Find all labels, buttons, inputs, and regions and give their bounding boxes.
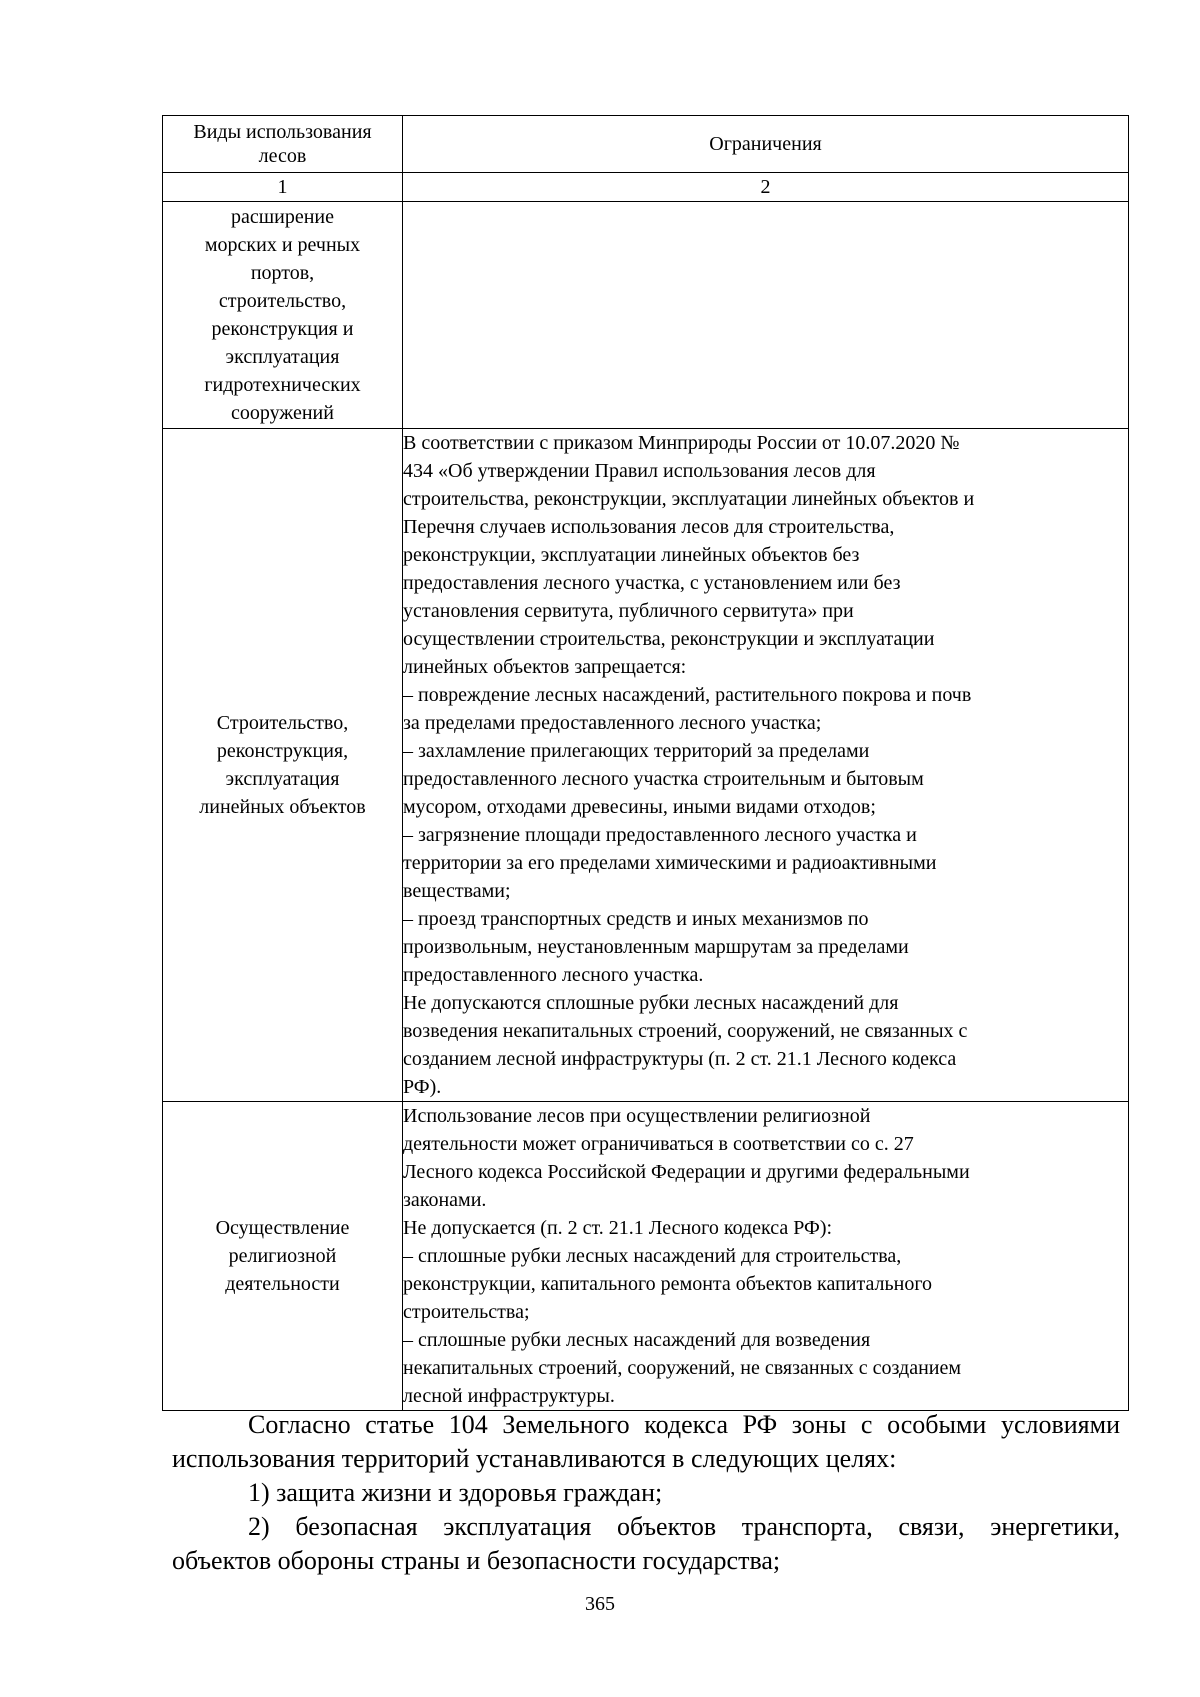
restriction-text-line: деятельности может ограничиваться в соответствии со с. 27 [403, 1133, 914, 1155]
restriction-text-line: РФ). [403, 1076, 442, 1098]
body-text [172, 1408, 1120, 1578]
restriction-text-line: реконструкции, капитального ремонта объектов капитального [403, 1273, 933, 1295]
restriction-text-line: предоставленного лесного участка строительным и бытовым [403, 768, 924, 790]
restriction-text-line: линейных объектов запрещается: [403, 656, 687, 678]
restriction-text-line: – сплошные рубки лесных насаждений для возведения [403, 1329, 871, 1351]
forest-use-type-line: портов, [250, 262, 315, 284]
restriction-text-line: Не допускается (п. 2 ст. 21.1 Лесного кодекса РФ): [403, 1217, 833, 1239]
restriction-text-line: – загрязнение площади предоставленного лесного участка и [403, 824, 917, 846]
forest-use-type-cell [163, 202, 403, 429]
paragraph-line: использования территорий устанавливаются в следующих целях: [172, 1444, 897, 1473]
forest-use-type-line: строительство, [218, 290, 347, 312]
forest-use-type-cell [163, 429, 403, 1102]
restriction-text-cell [403, 429, 1129, 1102]
column-number-1: 1 [163, 173, 403, 202]
list-item: 1) защита жизни и здоровья граждан; [248, 1478, 663, 1507]
restriction-text-line: предоставленного лесного участка. [403, 964, 704, 986]
forest-use-type-line: морских и речных [204, 234, 361, 256]
forest-use-type-line: Осуществление [215, 1217, 350, 1239]
forest-use-type-line: сооружений [231, 402, 334, 424]
restriction-text-line: – повреждение лесных насаждений, растительного покрова и почв [403, 684, 972, 706]
restriction-text-line: Использование лесов при осуществлении религиозной [403, 1105, 871, 1127]
page-number: 365 [585, 1593, 615, 1615]
restrictions-table [162, 115, 1129, 1411]
forest-use-type-line: деятельности [225, 1273, 340, 1295]
restriction-text-line: законами. [403, 1189, 487, 1211]
restriction-text-line: лесной инфраструктуры. [403, 1385, 615, 1407]
restriction-text-line: мусором, отходами древесины, иными видами отходов; [403, 796, 876, 818]
column-number-2: 2 [403, 173, 1129, 202]
forest-use-type-line: эксплуатация [225, 768, 340, 790]
restriction-text-line: установления сервитута, публичного сервитута» при [403, 600, 854, 622]
header-restrictions: Ограничения [403, 116, 1129, 173]
forest-use-type-line: реконструкция, [216, 740, 349, 762]
header-forest-use-types [163, 116, 403, 173]
header-col1-line: лесов [258, 145, 307, 167]
table-row [163, 202, 1129, 429]
restriction-text-line: веществами; [403, 880, 511, 902]
restriction-text-cell [403, 202, 1129, 429]
restriction-text-line: В соответствии с приказом Минприроды России от 10.07.2020 № [403, 432, 960, 454]
restriction-text-line: территории за его пределами химическими и радиоактивными [403, 852, 937, 874]
restriction-text-line: реконструкции, эксплуатации линейных объектов без [403, 544, 860, 566]
table-header-row [163, 116, 1129, 173]
restriction-text-line: строительства, реконструкции, эксплуатации линейных объектов и [403, 488, 975, 510]
forest-use-type-line: религиозной [228, 1245, 337, 1267]
restriction-text-line: Не допускаются сплошные рубки лесных насаждений для [403, 992, 899, 1014]
restriction-text-line: некапитальных строений, сооружений, не связанных с созданием [403, 1357, 962, 1379]
restriction-text-line: – захламление прилегающих территорий за пределами [403, 740, 870, 762]
restriction-text-line: – сплошные рубки лесных насаждений для строительства, [403, 1245, 902, 1267]
forest-use-type-line: расширение [230, 206, 335, 228]
restriction-text-line: созданием лесной инфраструктуры (п. 2 ст. 21.1 Лесного кодекса [403, 1048, 957, 1070]
restriction-text-line: – проезд транспортных средств и иных механизмов по [403, 908, 869, 930]
forest-use-type-line: Строительство, [216, 712, 349, 734]
table-number-row [163, 173, 1129, 202]
header-col1-line: Виды использования [193, 121, 372, 143]
restriction-text-line: 434 «Об утверждении Правил использования лесов для [403, 460, 876, 482]
table-row [163, 1102, 1129, 1411]
forest-use-type-line: линейных объектов [199, 796, 366, 818]
restriction-text-line: возведения некапитальных строений, сооружений, не связанных с [403, 1020, 968, 1042]
restriction-text-line: Лесного кодекса Российской Федерации и другими федеральными [403, 1161, 970, 1183]
paragraph-line: объектов обороны страны и безопасности государства; [172, 1546, 781, 1575]
restriction-text-line: строительства; [403, 1301, 530, 1323]
restriction-text-line: Перечня случаев использования лесов для строительства, [403, 516, 895, 538]
forest-use-type-cell [163, 1102, 403, 1411]
restriction-text-line: предоставления лесного участка, с установлением или без [403, 572, 901, 594]
restriction-text-line: произвольным, неустановленным маршрутам за пределами [403, 936, 909, 958]
restriction-text-line: за пределами предоставленного лесного участка; [403, 712, 822, 734]
forest-use-type-line: гидротехнических [204, 374, 361, 396]
forest-use-type-line: эксплуатация [225, 346, 340, 368]
paragraph-line: Согласно статье 104 Земельного кодекса РФ зоны с особыми условиями [248, 1410, 1120, 1439]
list-item: 2) безопасная эксплуатация объектов транспорта, связи, энергетики, [248, 1512, 1120, 1541]
restriction-text-line: осуществлении строительства, реконструкции и эксплуатации [403, 628, 935, 650]
table-row [163, 429, 1129, 1102]
restriction-text-cell [403, 1102, 1129, 1411]
forest-use-type-line: реконструкция и [211, 318, 354, 340]
